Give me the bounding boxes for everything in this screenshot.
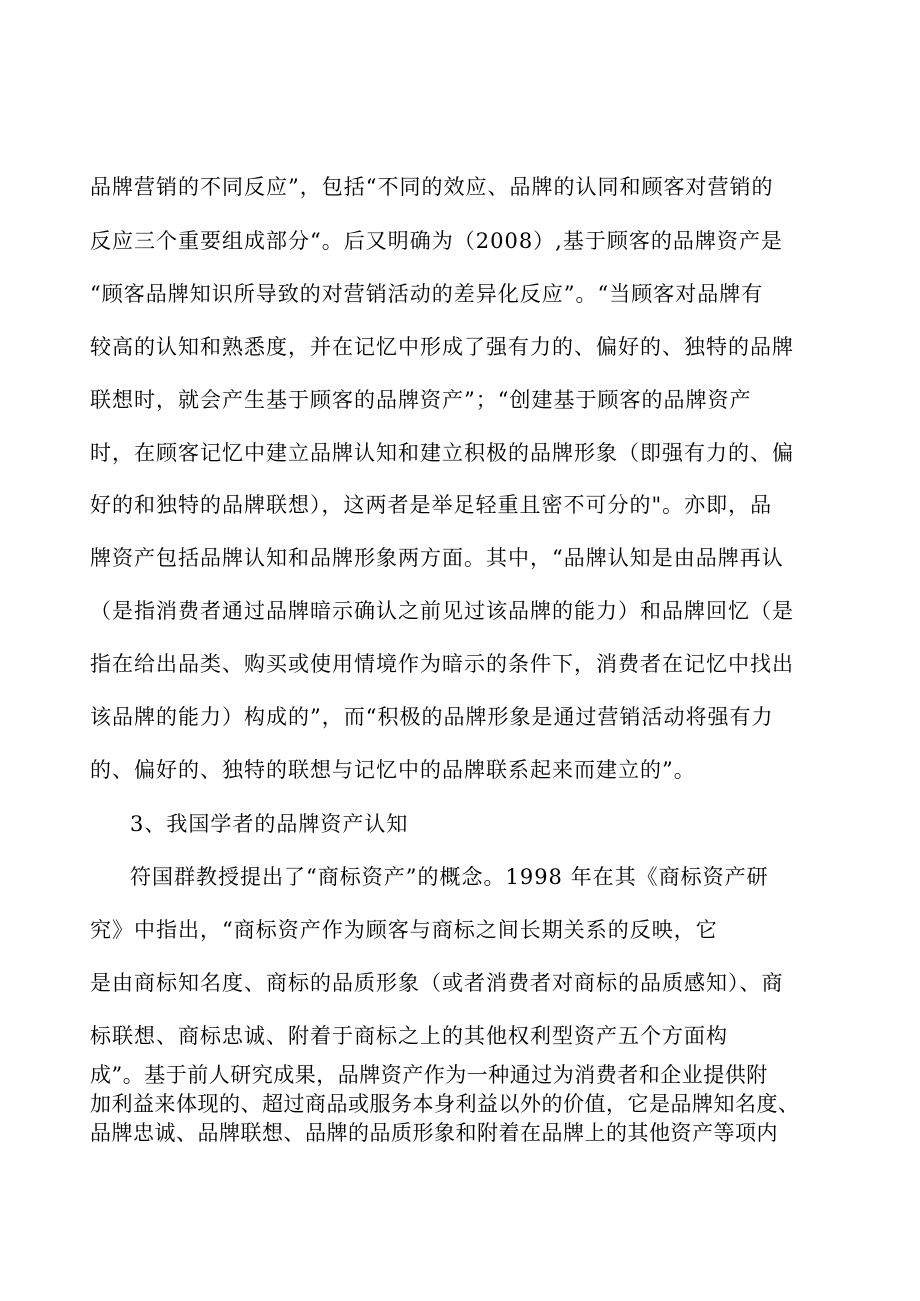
paragraph-line: 较高的认知和熟悉度，并在记忆中形成了强有力的、偏好的、独特的品牌	[90, 335, 794, 359]
paragraph-line: 成”。基于前人研究成果，品牌资产作为一种通过为消费者和企业提供附	[90, 1063, 768, 1087]
paragraph-line: 标联想、商标忠诚、附着于商标之上的其他权利型资产五个方面构	[90, 1024, 728, 1048]
paragraph-line: 反应三个重要组成部分“。后又明确为（2008）,基于顾客的品牌资产是	[90, 229, 783, 253]
paragraph-line: 品牌营销的不同反应”，包括“不同的效应、品牌的认同和顾客对营销的	[90, 175, 774, 199]
paragraph-line: “顾客品牌知识所导致的对营销活动的差异化反应”。“当顾客对品牌有	[90, 282, 764, 306]
paragraph-line: 时，在顾客记忆中建立品牌认知和建立积极的品牌形象（即强有力的、偏	[90, 441, 794, 465]
paragraph-line: 加利益来体现的、超过商品或服务本身利益以外的价值，它是品牌知名度、	[90, 1092, 800, 1116]
paragraph-line: 该品牌的能力）构成的”，而“积极的品牌形象是通过营销活动将强有力	[90, 705, 774, 729]
paragraph-line: 指在给出品类、购买或使用情境作为暗示的条件下，消费者在记忆中找出	[90, 652, 794, 676]
paragraph-line: 的、偏好的、独特的联想与记忆中的品牌联系起来而建立的”。	[90, 758, 696, 782]
paragraph-line: 好的和独特的品牌联想），这两者是举足轻重且密不可分的"。亦即，品	[90, 493, 773, 517]
paragraph-line: （是指消费者通过品牌暗示确认之前见过该品牌的能力）和品牌回忆（是	[90, 599, 794, 623]
paragraph-line: 联想时，就会产生基于顾客的品牌资产”；“创建基于顾客的品牌资产	[90, 388, 752, 412]
section-heading: 3、我国学者的品牌资产认知	[130, 812, 409, 836]
paragraph-line: 牌资产包括品牌认知和品牌形象两方面。其中，“品牌认知是由品牌再认	[90, 546, 784, 570]
paragraph-line: 符国群教授提出了“商标资产”的概念。1998 年在其《商标资产研	[130, 865, 769, 889]
paragraph-line: 是由商标知名度、商标的品质形象（或者消费者对商标的品质感知）、商	[90, 971, 784, 995]
paragraph-line: 究》中指出，“商标资产作为顾客与商标之间长期关系的反映，它	[90, 918, 718, 942]
paragraph-line: 品牌忠诚、品牌联想、品牌的品质形象和附着在品牌上的其他资产等项内	[90, 1121, 778, 1145]
